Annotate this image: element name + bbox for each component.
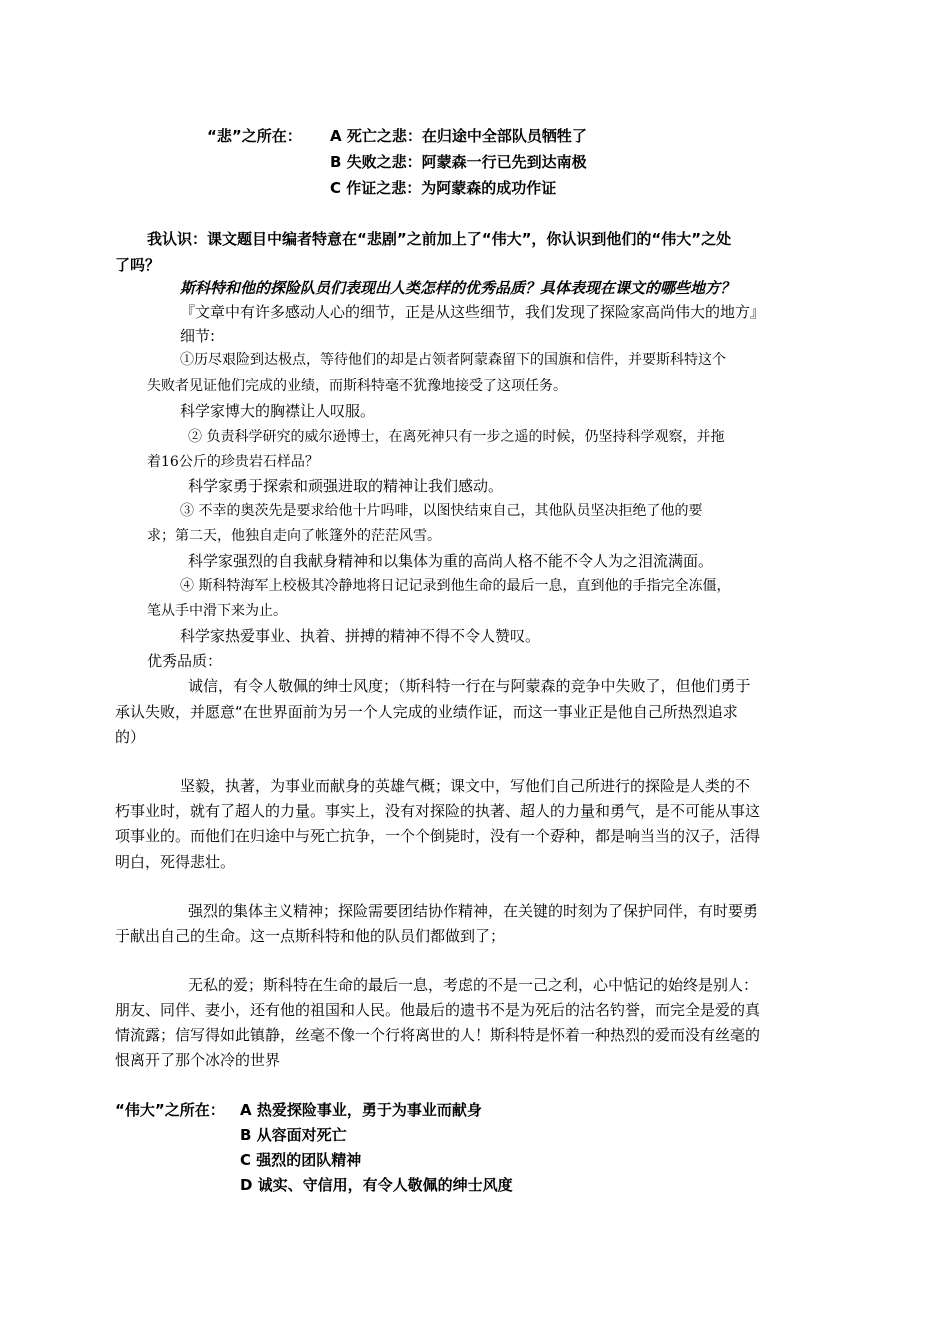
quality-1-line1: 诚信，有令人敬佩的绅士风度；（斯科特一行在与阿蒙森的竞争中失败了，但他们勇于: [188, 677, 751, 695]
quality-4-line4: 恨离开了那个冰冷的世界: [115, 1051, 281, 1069]
xijie-label: 细节:: [180, 327, 216, 345]
quality-2-line4: 明白，死得悲壮。: [115, 853, 236, 871]
intro: 『文章中有许多感动人心的细节，正是从这些细节，我们发现了探险家高尚伟大的地方』: [180, 303, 766, 321]
weida-item-d: D 诚实、守信用，有令人敬佩的绅士风度: [240, 1176, 513, 1194]
detail-4-line2: 笔从手中滑下来为止。: [147, 603, 287, 619]
quality-2-line1: 坚毅，执著，为事业而献身的英雄气概；课文中，写他们自己所进行的探险是人类的不: [180, 777, 751, 795]
weida-lead: “伟大”之所在：: [115, 1101, 225, 1119]
detail-1-line1: ①历尽艰险到达极点，等待他们的却是占领者阿蒙森留下的国旗和信件，并要斯科特这个: [180, 352, 726, 368]
detail-4-line1: ④ 斯科特海军上校极其冷静地将日记记录到他生命的最后一息，直到他的手指完全冻僵，: [180, 578, 731, 594]
comment-3: 科学家强烈的自我献身精神和以集体为重的高尚人格不能不令人为之泪流满面。: [188, 552, 714, 570]
detail-1-line2: 失败者见证他们完成的业绩，而斯科特毫不犹豫地接受了这项任务。: [147, 378, 567, 394]
weida-item-a: A 热爱探险事业，勇于为事业而献身: [240, 1101, 482, 1119]
quality-1-line2: 承认失败，并愿意“在世界面前为另一个人完成的业绩作证，而这一事业正是他自己所热烈追求: [115, 703, 738, 721]
question: 斯科特和他的探险队员们表现出人类怎样的优秀品质？具体表现在课文的哪些地方？: [180, 279, 736, 297]
bei-item-b: B 失败之悲：阿蒙森一行已先到达南极: [330, 153, 587, 171]
quality-2-line3: 项事业的。而他们在归途中与死亡抗争，一个个倒毙时，没有一个孬种，都是响当当的汉子，活得: [115, 827, 761, 845]
quality-1-line3: 的）: [115, 728, 146, 746]
detail-2-line1: ② 负责科学研究的威尔逊博士，在离死神只有一步之遥的时候，仍坚持科学观察，并拖: [188, 429, 725, 445]
quality-2-line2: 朽事业时，就有了超人的力量。事实上，没有对探险的执著、超人的力量和勇气，是不可能从事这: [115, 802, 761, 820]
quality-3-line2: 于献出自己的生命。这一点斯科特和他的队员们都做到了；: [115, 927, 506, 945]
bei-lead: “悲”之所在：: [207, 127, 302, 145]
quality-4-line1: 无私的爱；斯科特在生命的最后一息，考虑的不是一己之利，心中惦记的始终是别人：: [188, 976, 759, 994]
weida-item-c: C 强烈的团队精神: [240, 1151, 362, 1169]
detail-3-line1: ③ 不幸的奥茨先是要求给他十片吗啡，以图快结束自己，其他队员坚决拒绝了他的要: [180, 503, 703, 519]
bei-item-c: C 作证之悲：为阿蒙森的成功作证: [330, 179, 557, 197]
comment-1: 科学家博大的胸襟让人叹服。: [180, 402, 376, 420]
comment-4: 科学家热爱事业、执着、拼搏的精神不得不令人赞叹。: [180, 627, 541, 645]
detail-2-line2: 着16公斤的珍贵岩石样品？: [147, 454, 319, 470]
quality-3-line1: 强烈的集体主义精神；探险需要团结协作精神，在关键的时刻为了保护同伴，有时要勇: [188, 902, 759, 920]
comment-2: 科学家勇于探索和顽强进取的精神让我们感动。: [188, 477, 504, 495]
quality-4-line3: 情流露；信写得如此镇静，丝毫不像一个行将离世的人！斯科特是怀着一种热烈的爱而没有丝毫的: [115, 1026, 761, 1044]
quality-4-line2: 朋友、同伴、妻小，还有他的祖国和人民。他最后的遗书不是为死后的沽名钓誉，而完全是爱的真: [115, 1001, 761, 1019]
detail-3-line2: 求；第二天，他独自走向了帐篷外的茫茫风雪。: [147, 528, 441, 544]
renshi-line1: 我认识：课文题目中编者特意在“悲剧”之前加上了“伟大”，你认识到他们的“伟大”之处: [147, 230, 732, 248]
weida-item-b: B 从容面对死亡: [240, 1126, 347, 1144]
pinzhi-label: 优秀品质：: [147, 652, 223, 670]
bei-item-a: A 死亡之悲：在归途中全部队员牺牲了: [330, 127, 587, 145]
renshi-line2: 了吗？: [115, 256, 161, 274]
